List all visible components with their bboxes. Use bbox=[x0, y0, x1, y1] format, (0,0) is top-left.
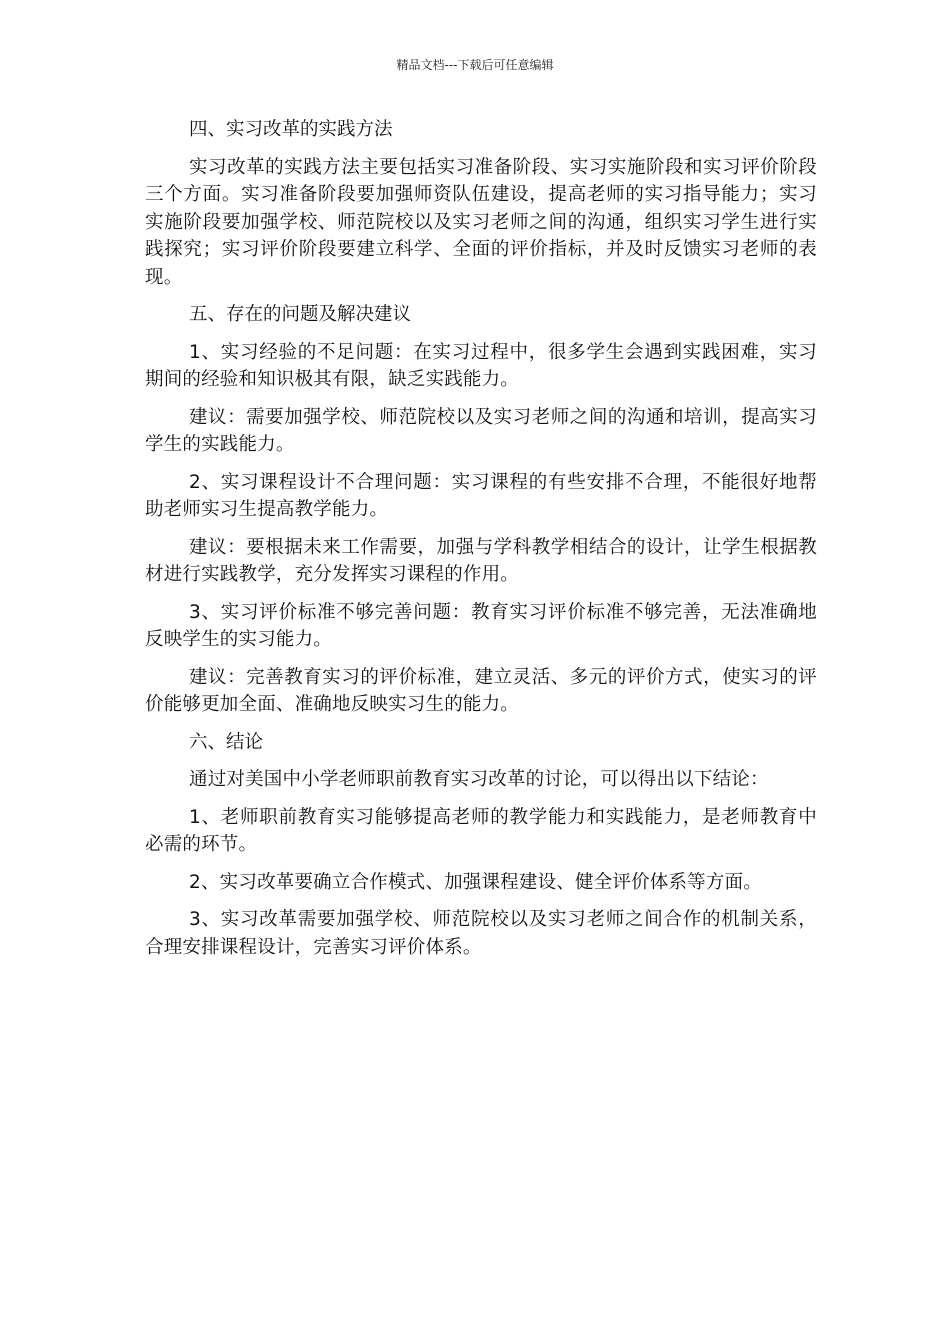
paragraph-conclusion-2: 2、实习改革要确立合作模式、加强课程建设、健全评价体系等方面。 bbox=[189, 871, 762, 893]
paragraph-suggestion-1: 建议：需要加强学校、师范院校以及实习老师之间的沟通和培训，提高实习学生的实践能力。 bbox=[145, 406, 817, 455]
paragraph-practice-methods: 实习改革的实践方法主要包括实习准备阶段、实习实施阶段和实习评价阶段三个方面。实习准备阶段要加强师资队伍建设，提高老师的实习指导能力；实习实施阶段要加强学校、师范院校以及实习老师之间的沟通，组织实习学生进行实践探究；实习评价阶段要建立科学、全面的评价指标，并及时反馈实习老师的表现。 bbox=[145, 156, 817, 288]
document-body bbox=[145, 116, 817, 971]
section-heading-conclusion: 六、结论 bbox=[189, 731, 264, 753]
paragraph-conclusion-1: 1、老师职前教育实习能够提高老师的教学能力和实践能力，是老师教育中必需的环节。 bbox=[145, 806, 817, 855]
section-heading-practice-methods: 四、实习改革的实践方法 bbox=[189, 119, 393, 140]
paragraph-conclusion-intro: 通过对美国中小学老师职前教育实习改革的讨论，可以得出以下结论： bbox=[189, 769, 769, 790]
section-heading-problems: 五、存在的问题及解决建议 bbox=[189, 304, 412, 325]
paragraph-problem-1: 1、实习经验的不足问题：在实习过程中，很多学生会遇到实践困难，实习期间的经验和知识极其有限，缺乏实践能力。 bbox=[145, 341, 817, 390]
paragraph-problem-2: 2、实习课程设计不合理问题：实习课程的有些安排不合理，不能很好地帮助老师实习生提高教学能力。 bbox=[145, 471, 817, 520]
paragraph-suggestion-2: 建议：要根据未来工作需要，加强与学科教学相结合的设计，让学生根据教材进行实践教学，充分发挥实习课程的作用。 bbox=[145, 536, 817, 585]
paragraph-suggestion-3: 建议：完善教育实习的评价标准，建立灵活、多元的评价方式，使实习的评价能够更加全面、准确地反映实习生的能力。 bbox=[145, 666, 817, 715]
paragraph-conclusion-3: 3、实习改革需要加强学校、师范院校以及实习老师之间合作的机制关系，合理安排课程设计，完善实习评价体系。 bbox=[145, 909, 817, 958]
page-header: 精品文档---下载后可任意编辑 bbox=[396, 58, 554, 72]
paragraph-problem-3: 3、实习评价标准不够完善问题：教育实习评价标准不够完善，无法准确地反映学生的实习能力。 bbox=[145, 601, 817, 650]
